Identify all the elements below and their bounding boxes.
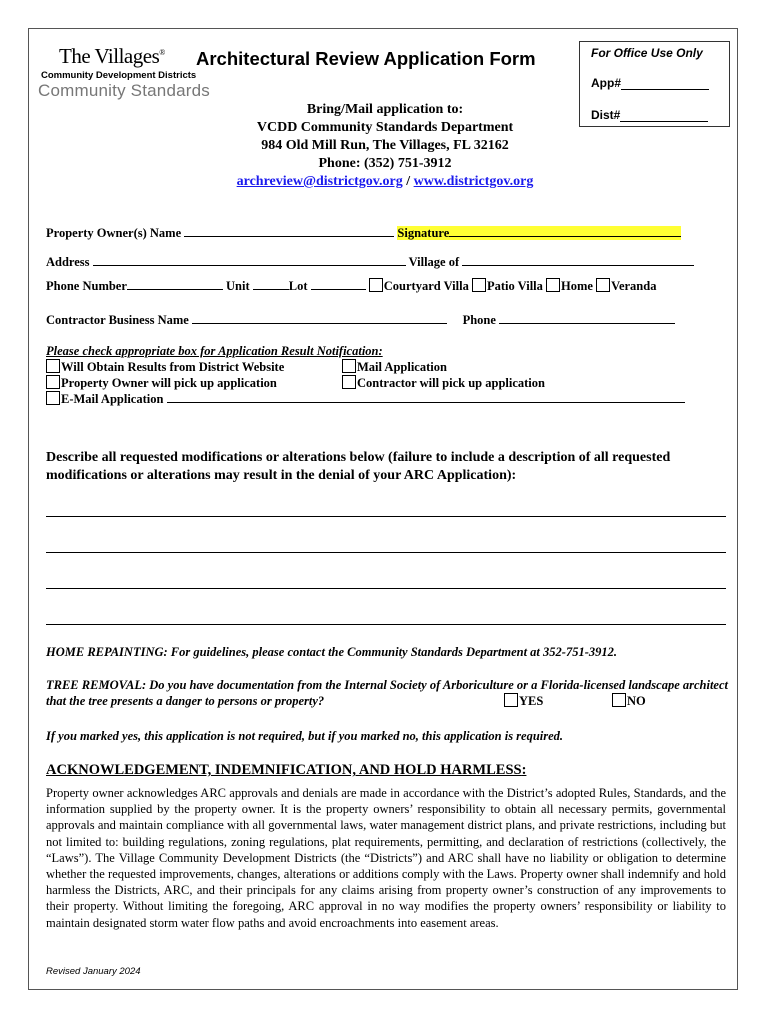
- dist-number-field[interactable]: Dist#: [591, 108, 708, 122]
- department-name: VCDD Community Standards Department: [256, 120, 514, 135]
- description-instructions: Describe all requested modifications or alterations below (failure to include a description of all requested modifications or alterations may result in the denial of your ARC Application):: [46, 450, 671, 483]
- notification-section: Please check appropriate box for Application Result Notification: Will Obtain Results from District Website Mail Application Property Owner will pick up application Contractor will pick up application E-Mail Application: [46, 343, 685, 407]
- logo-department: Community Standards: [38, 81, 210, 100]
- email-address-field[interactable]: [167, 391, 685, 403]
- description-line[interactable]: [46, 516, 726, 517]
- contact-links: archreview@districtgov.org / www.districtgov.org: [236, 174, 534, 189]
- website-link[interactable]: www.districtgov.org: [413, 174, 534, 189]
- tree-no-checkbox[interactable]: [612, 693, 626, 707]
- owner-pickup-checkbox[interactable]: [46, 375, 60, 389]
- contractor-pickup-checkbox[interactable]: [342, 375, 356, 389]
- acknowledgement-title: ACKNOWLEDGEMENT, INDEMNIFICATION, AND HOLD HARMLESS:: [46, 762, 527, 778]
- department-phone: Phone: (352) 751-3912: [318, 156, 452, 171]
- acknowledgement-body: Property owner acknowledges ARC approvals and denials are made in accordance with the District’s adopted Rules, Standards, and the information supplied by the property owner. It is the property owners’ responsibility to obtain all necessary permits, governmental approvals and maintain compliance with all governmental laws, water management district plans, and private restrictions, including but not limited to: building regulations, zoning regulations, plat requirements, permitting, and declaration of restrictions (collectively, the “Laws”). The Village Community Development Districts (the “Districts”) and ARC shall have no liability or obligation to determine whether the requested improvements, changes, alterations or additions comply with the Laws. Property owner shall indemnify and hold harmless the Districts, ARC, and their principals for any claims arising from property owner’s construction of any improvements to their property. Without limiting the foregoing, ARC approval in no way modifies the property owners’ responsibility or liability to maintain designated storm water flow paths and avoid encroachments into easement areas.: [46, 786, 726, 930]
- address-row: Address Village of: [46, 254, 694, 270]
- address-field[interactable]: [93, 254, 406, 266]
- home-checkbox[interactable]: [546, 278, 560, 292]
- email-application-checkbox[interactable]: [46, 391, 60, 405]
- description-line[interactable]: [46, 624, 726, 625]
- veranda-checkbox[interactable]: [596, 278, 610, 292]
- tree-removal-question: TREE REMOVAL: Do you have documentation from the Internal Society of Arboriculture or a Florida-licensed landscape architect that the tree presents a danger to persons or property? YES NO: [46, 678, 728, 708]
- patio-villa-checkbox[interactable]: [472, 278, 486, 292]
- villages-logo: The Villages®: [59, 44, 165, 68]
- office-use-title: For Office Use Only: [591, 46, 703, 60]
- contractor-row: Contractor Business Name Phone: [46, 312, 675, 328]
- mail-application-checkbox[interactable]: [342, 359, 356, 373]
- home-repainting-note: HOME REPAINTING: For guidelines, please contact the Community Standards Department at 352-751-3912.: [46, 645, 617, 659]
- village-field[interactable]: [462, 254, 694, 266]
- mail-instruction: Bring/Mail application to:: [306, 102, 464, 117]
- description-line[interactable]: [46, 552, 726, 553]
- revision-date: Revised January 2024: [46, 966, 141, 977]
- department-address: 984 Old Mill Run, The Villages, FL 32162: [261, 138, 509, 153]
- tree-yes-checkbox[interactable]: [504, 693, 518, 707]
- logo-subtitle: Community Development Districts: [41, 70, 197, 81]
- phone-type-row: Phone Number Unit Lot Courtyard Villa Patio Villa Home Veranda: [46, 279, 657, 293]
- notification-heading: Please check appropriate box for Application Result Notification:: [46, 344, 383, 358]
- signature-field[interactable]: Signature: [397, 226, 681, 240]
- app-number-field[interactable]: App#: [591, 76, 709, 90]
- tree-removal-note: If you marked yes, this application is not required, but if you marked no, this application is required.: [46, 729, 564, 743]
- unit-field[interactable]: [253, 278, 289, 290]
- form-title: Architectural Review Application Form: [196, 48, 536, 69]
- phone-number-field[interactable]: [127, 278, 223, 290]
- courtyard-villa-checkbox[interactable]: [369, 278, 383, 292]
- website-result-checkbox[interactable]: [46, 359, 60, 373]
- lot-field[interactable]: [311, 278, 366, 290]
- owner-name-field[interactable]: [184, 225, 394, 237]
- contractor-name-field[interactable]: [192, 312, 447, 324]
- contractor-phone-field[interactable]: [499, 312, 675, 324]
- description-line[interactable]: [46, 588, 726, 589]
- email-link[interactable]: archreview@districtgov.org: [236, 174, 403, 189]
- owner-row: Property Owner(s) Name Signature: [46, 225, 681, 241]
